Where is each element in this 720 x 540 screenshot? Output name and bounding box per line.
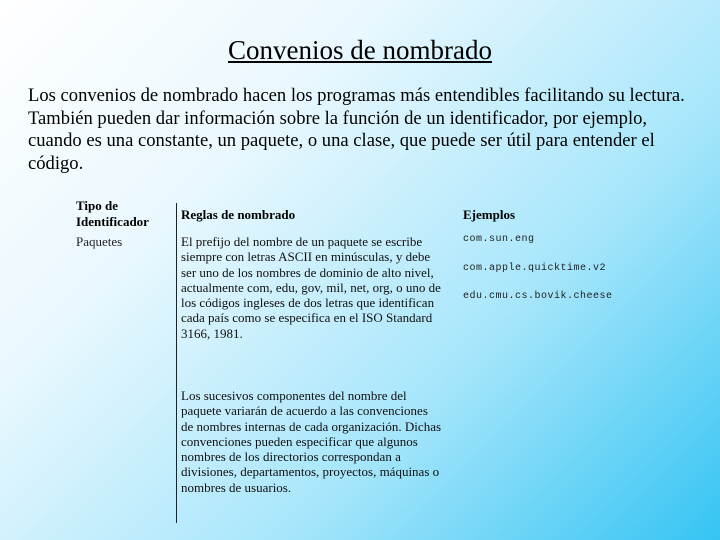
examples-list [463,234,643,320]
rule-paragraph-components: Los sucesivos componentes del nombre del paquete variarán de acuerdo a las convenciones de nombres internas de cada organización. Dichas convenciones pueden especificar que algunos nombres de los directorios correspondan a divisiones, departamentos, proyectos, máquinas o nombres de usuarios. [181,388,442,495]
example-item: com.apple.quicktime.v2 [463,262,607,274]
rule-paragraph-prefix: El prefijo del nombre de un paquete se escribe siempre con letras ASCII en minúsculas, y debe ser uno de los nombres de dominio de alto nivel, actualmente com, edu, gov, mil, net, org, o uno de los códigos ingleses de dos letras que identifican cada país como se especifica en el ISO Standard 3166, 1981. [181,234,441,341]
naming-table-image [72,195,644,525]
header-examples: Ejemplos [463,207,515,222]
slide-title: Convenios de nombrado [228,35,492,65]
header-identifier-type: Tipo de Identificador [76,198,149,229]
intro-paragraph: Los convenios de nombrado hacen los programas más entendibles facilitando su lectura. También pueden dar información sobre la función de un identificador, por ejemplo, cuando es una constante, un paquete, o una clase, que puede ser útil para entender el código. [28,85,685,174]
example-item: com.sun.eng [463,234,535,245]
example-item: edu.cmu.cs.bovik.cheese [463,291,613,302]
column-divider [176,203,177,523]
cell-identifier-type: Paquetes [76,234,123,249]
header-naming-rules: Reglas de nombrado [181,207,296,222]
